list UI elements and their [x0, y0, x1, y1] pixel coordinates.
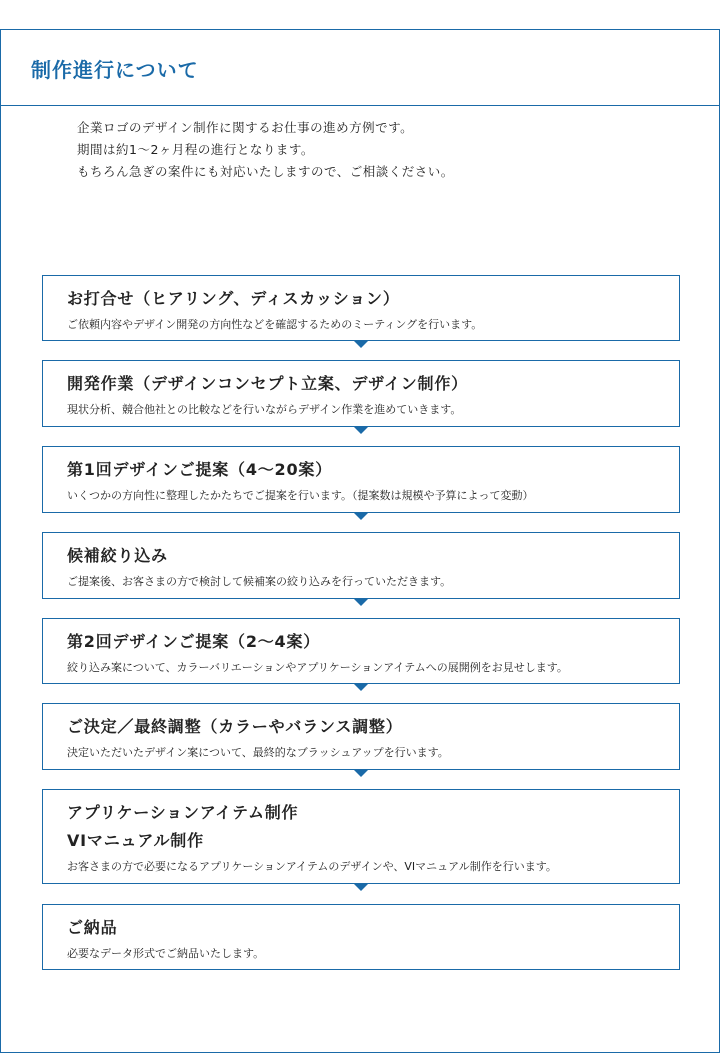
step-title: ご決定／最終調整（カラーやバランス調整）: [67, 717, 403, 736]
arrow-down-triangle-icon: [354, 513, 368, 520]
intro-text: [77, 117, 677, 183]
step-description: お客さまの方で必要になるアプリケーションアイテムのデザインや、VIマニュアル制作を行います。: [67, 860, 557, 873]
step-delivery: [42, 904, 680, 970]
step-description: 絞り込み案について、カラーバリエーションやアプリケーションアイテムへの展開例をお見せします。: [67, 661, 568, 674]
step-title: ご納品: [67, 918, 118, 937]
step-description: ご依頼内容やデザイン開発の方向性などを確認するためのミーティングを行います。: [67, 318, 483, 331]
step-title: 候補絞り込み: [67, 546, 168, 565]
arrow-down-triangle-icon: [354, 884, 368, 891]
step-title: 開発作業（デザインコンセプト立案、デザイン制作）: [67, 374, 468, 393]
arrow-down-triangle-icon: [354, 684, 368, 691]
intro-line: 期間は約1〜2ヶ月程の進行となります。: [77, 142, 314, 157]
section-header: [1, 30, 719, 106]
step-description: ご提案後、お客さまの方で検討して候補案の絞り込みを行っていただきます。: [67, 575, 452, 588]
step-title: 第1回デザインご提案（4〜20案）: [67, 460, 333, 479]
step-title: アプリケーションアイテム制作: [67, 803, 299, 822]
step-narrowing: [42, 532, 680, 599]
step-title: お打合せ（ヒアリング、ディスカッション）: [67, 289, 400, 308]
step-description: 決定いただいたデザイン案について、最終的なブラッシュアップを行います。: [67, 746, 449, 759]
step-development: [42, 360, 680, 427]
step-hearing: [42, 275, 680, 341]
step-description: 現状分析、競合他社との比較などを行いながらデザイン作業を進めていきます。: [67, 403, 462, 416]
intro-line: もちろん急ぎの案件にも対応いたしますので、ご相談ください。: [77, 164, 454, 179]
intro-line: 企業ロゴのデザイン制作に関するお仕事の進め方例です。: [77, 120, 414, 135]
step-description: 必要なデータ形式でご納品いたします。: [67, 947, 265, 960]
step-title: 第2回デザインご提案（2〜4案）: [67, 632, 321, 651]
arrow-down-triangle-icon: [354, 427, 368, 434]
step-title-second-line: VIマニュアル制作: [67, 831, 204, 850]
page-title: 制作進行について: [31, 58, 199, 82]
arrow-down-triangle-icon: [354, 341, 368, 348]
step-first-proposal: [42, 446, 680, 513]
arrow-down-triangle-icon: [354, 599, 368, 606]
step-application-items: [42, 789, 680, 884]
arrow-down-triangle-icon: [354, 770, 368, 777]
step-description: いくつかの方向性に整理したかたちでご提案を行います。（提案数は規模や予算によって変動）: [67, 489, 534, 502]
step-second-proposal: [42, 618, 680, 684]
step-final-adjustment: [42, 703, 680, 770]
